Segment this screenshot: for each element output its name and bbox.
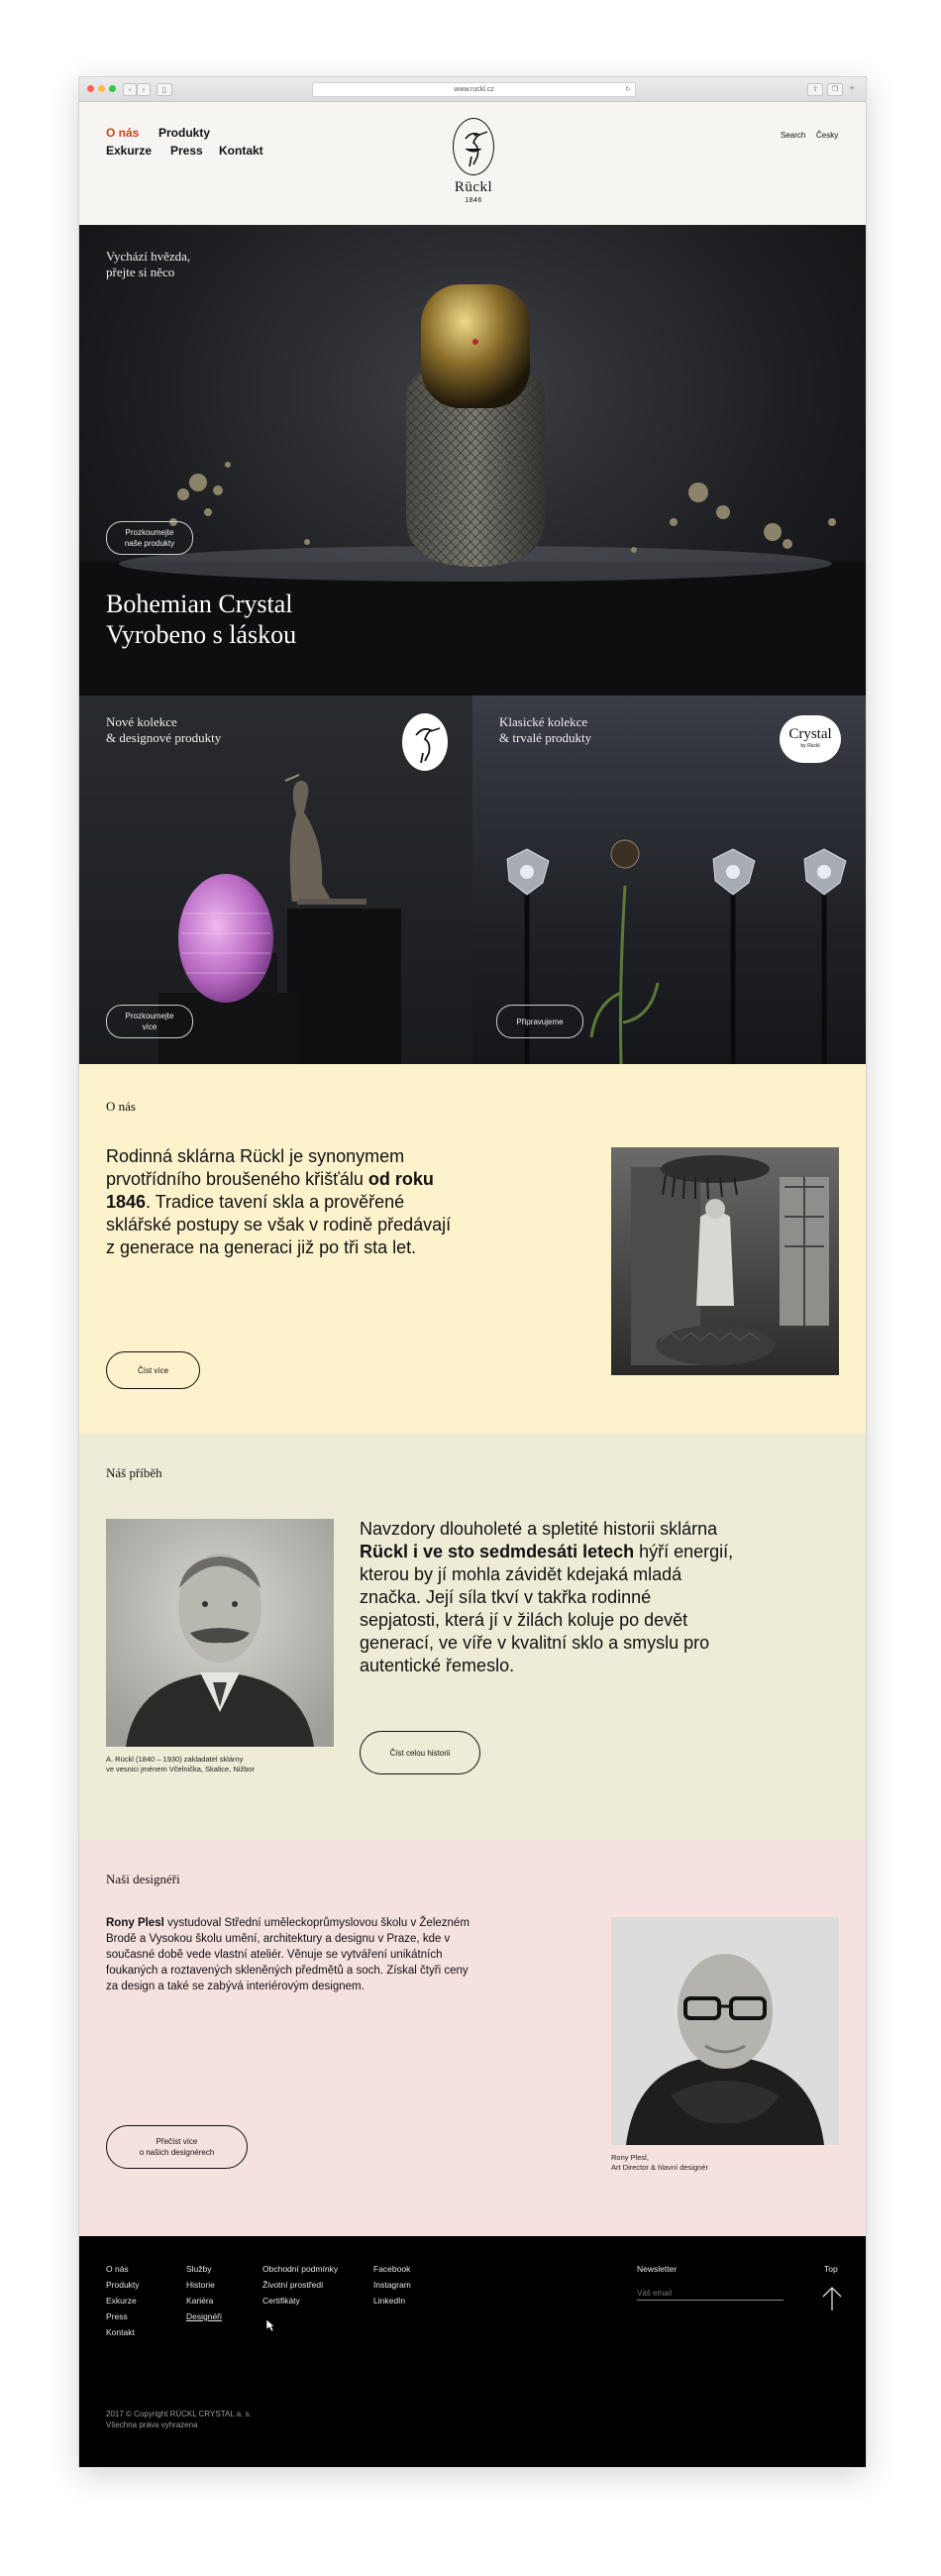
- story-text-part: Navzdory dlouholeté a spletité historii sklárna: [360, 1519, 718, 1539]
- designer-name: Rony Plesl: [106, 1917, 164, 1929]
- forward-icon[interactable]: ›: [137, 83, 151, 96]
- nav-press[interactable]: Press: [170, 144, 203, 158]
- browser-toolbar: [79, 77, 866, 102]
- share-icon[interactable]: ⇧: [807, 83, 823, 96]
- mouse-cursor-icon: [265, 2318, 275, 2332]
- footer-link-linkedin[interactable]: LinkedIn: [373, 2296, 406, 2306]
- button-label: Prozkoumejte: [125, 1012, 174, 1020]
- tile-title: [106, 714, 221, 746]
- designer-caption: [611, 2153, 708, 2173]
- sidebar-icon[interactable]: ▯: [157, 83, 172, 96]
- designer-portrait-photo: [611, 1917, 839, 2145]
- nav-o-nas[interactable]: O nás: [106, 126, 140, 140]
- nav-produkty[interactable]: Produkty: [158, 126, 211, 140]
- crystal-badge: [780, 715, 841, 763]
- tile-title-line: & trvalé produkty: [499, 730, 592, 745]
- caption-line: ve vesnici jménem Včelnička, Skalice, Nižbor: [106, 1765, 256, 1773]
- about-text-bold: od roku 1846: [106, 1169, 434, 1212]
- address-bar[interactable]: [312, 82, 636, 97]
- story-text-part: hýří energií, kterou by jí mohla závidět kdejaká mladá značka. Její síla tkví v takřka rodinné sepjatosti, která jí v žilách koluje po devět generací, ve víře v kvalitní sklo a smyslu pro autentické řemeslo.: [360, 1542, 734, 1675]
- copyright-line: 2017 © Copyright RÜCKL CRYSTAL a. s.: [106, 2410, 252, 2418]
- nav-kontakt[interactable]: Kontakt: [219, 144, 263, 158]
- caption-line: Rony Plesl,: [611, 2153, 649, 2162]
- footer-link[interactable]: O nás: [106, 2264, 129, 2274]
- footer-link[interactable]: Produkty: [106, 2280, 140, 2290]
- glassworker-photo: [611, 1147, 839, 1375]
- story-heading: Náš příběh: [106, 1465, 162, 1480]
- badge-text: Crystal: [788, 726, 832, 742]
- new-tab-icon[interactable]: +: [849, 84, 855, 92]
- button-label: Číst celou historii: [389, 1748, 451, 1758]
- explore-more-button[interactable]: [106, 1005, 193, 1038]
- footer-link[interactable]: Kontakt: [106, 2327, 135, 2337]
- hero-headline-line: Bohemian Crystal: [106, 590, 293, 618]
- footer-link[interactable]: Press: [106, 2311, 128, 2321]
- newsletter-email-input[interactable]: [637, 2286, 784, 2301]
- footer-link[interactable]: Certifikáty: [262, 2296, 300, 2306]
- caption-line: A. Rückl (1840 – 1930) zakladatel sklárny: [106, 1755, 244, 1764]
- designers-section: [79, 1840, 866, 2236]
- founder-portrait-photo: [106, 1519, 334, 1747]
- about-heading: O nás: [106, 1099, 136, 1114]
- footer-link[interactable]: Exkurze: [106, 2296, 137, 2306]
- close-window-button[interactable]: [87, 85, 94, 92]
- browser-window: [79, 77, 866, 2467]
- hero-tagline-line: Vychází hvězda,: [106, 249, 191, 264]
- logo-year: 1846: [465, 197, 482, 204]
- hero-section: [79, 225, 866, 696]
- back-icon[interactable]: ‹: [123, 83, 137, 96]
- nav-exkurze[interactable]: Exkurze: [106, 144, 153, 158]
- footer-link-designers[interactable]: Designéři: [186, 2311, 222, 2321]
- button-label: Číst více: [137, 1365, 169, 1375]
- hero-headline: [106, 589, 296, 650]
- collections-tiles: [79, 696, 866, 1064]
- tile-title-line: Klasické kolekce: [499, 714, 588, 729]
- story-section: [79, 1434, 866, 1840]
- designer-bio: [106, 1915, 472, 1994]
- about-section: [79, 1064, 866, 1434]
- url-text: www.ruckl.cz: [454, 86, 494, 93]
- button-label: více: [142, 1022, 157, 1031]
- about-text-part: Rodinná sklárna Rückl je synonymem prvotřídního broušeného křišťálu: [106, 1146, 405, 1189]
- tile-title: [499, 714, 591, 746]
- logo-name: Rückl: [454, 179, 493, 195]
- story-text-bold: Rückl i ve sto sedmdesáti letech: [360, 1542, 635, 1561]
- about-text: [106, 1145, 463, 1259]
- stork-emblem-icon: [453, 118, 494, 175]
- button-label: Prozkoumejte: [125, 528, 174, 537]
- reload-icon[interactable]: ↻: [625, 85, 631, 93]
- stork-badge-icon: [402, 713, 448, 771]
- footer-link[interactable]: Historie: [186, 2280, 215, 2290]
- hero-tagline-line: přejte si něco: [106, 265, 175, 279]
- crystal-bottle-image: [79, 225, 866, 582]
- hero-tagline: [106, 249, 190, 280]
- logo[interactable]: [452, 118, 495, 217]
- coming-soon-button[interactable]: [496, 1005, 583, 1038]
- minimize-window-button[interactable]: [98, 85, 105, 92]
- badge-sub: by Rückl: [800, 743, 820, 749]
- button-label: Přečíst více: [156, 2137, 198, 2146]
- footer-link[interactable]: Obchodní podmínky: [262, 2264, 339, 2274]
- about-text-part: . Tradice tavení skla a prověřené sklářské postupy se však v rodině předávají z generace na generaci již po tři sta let.: [106, 1192, 452, 1257]
- copyright-line: Všechna práva vyhrazena: [106, 2420, 198, 2429]
- footer-link-instagram[interactable]: Instagram: [373, 2280, 411, 2290]
- read-history-button[interactable]: [360, 1731, 480, 1774]
- top-label[interactable]: Top: [824, 2264, 838, 2274]
- site-header: [79, 102, 866, 225]
- read-more-button[interactable]: [106, 1351, 200, 1389]
- tile-title-line: & designové produkty: [106, 730, 222, 745]
- read-designers-button[interactable]: [106, 2125, 248, 2169]
- tile-classic-collections[interactable]: [472, 696, 866, 1064]
- copyright: [106, 2409, 252, 2430]
- site-footer: [79, 2236, 866, 2467]
- button-label: o našich designérech: [139, 2148, 215, 2157]
- language-switch[interactable]: Česky: [816, 131, 839, 140]
- tabs-icon[interactable]: ❐: [827, 83, 843, 96]
- founder-caption: [106, 1755, 255, 1774]
- tile-title-line: Nové kolekce: [106, 714, 177, 729]
- caption-line: Art Director & hlavní designér: [611, 2163, 708, 2172]
- explore-products-button[interactable]: [106, 521, 193, 555]
- footer-link[interactable]: Kariéra: [186, 2296, 214, 2306]
- tile-new-collections[interactable]: [79, 696, 472, 1064]
- button-label: naše produkty: [124, 539, 175, 548]
- designers-heading: Naši designéři: [106, 1872, 180, 1886]
- footer-link[interactable]: Služby: [186, 2264, 212, 2274]
- designer-bio-text: vystudoval Střední uměleckoprůmyslovou školu v Železném Brodě a Vysokou školu umění, architektury a designu v Praze, kde v současné době vede vlastní ateliér. Věnuje se vytváření unikátních foukaných a roztavených skleněných předmětů a soch. Získal čtyři ceny za design a také se zabývá interiérovým designem.: [106, 1917, 470, 1992]
- arrow-up-icon[interactable]: [821, 2286, 843, 2311]
- search-link[interactable]: Search: [781, 131, 806, 140]
- footer-link-facebook[interactable]: Facebook: [373, 2264, 411, 2274]
- newsletter-label: Newsletter: [637, 2264, 678, 2274]
- button-label: Připravujeme: [516, 1017, 564, 1026]
- maximize-window-button[interactable]: [109, 85, 116, 92]
- footer-link[interactable]: Životní prostředí: [262, 2280, 324, 2290]
- hero-headline-line: Vyrobeno s láskou: [106, 620, 297, 649]
- story-text: [360, 1518, 736, 1677]
